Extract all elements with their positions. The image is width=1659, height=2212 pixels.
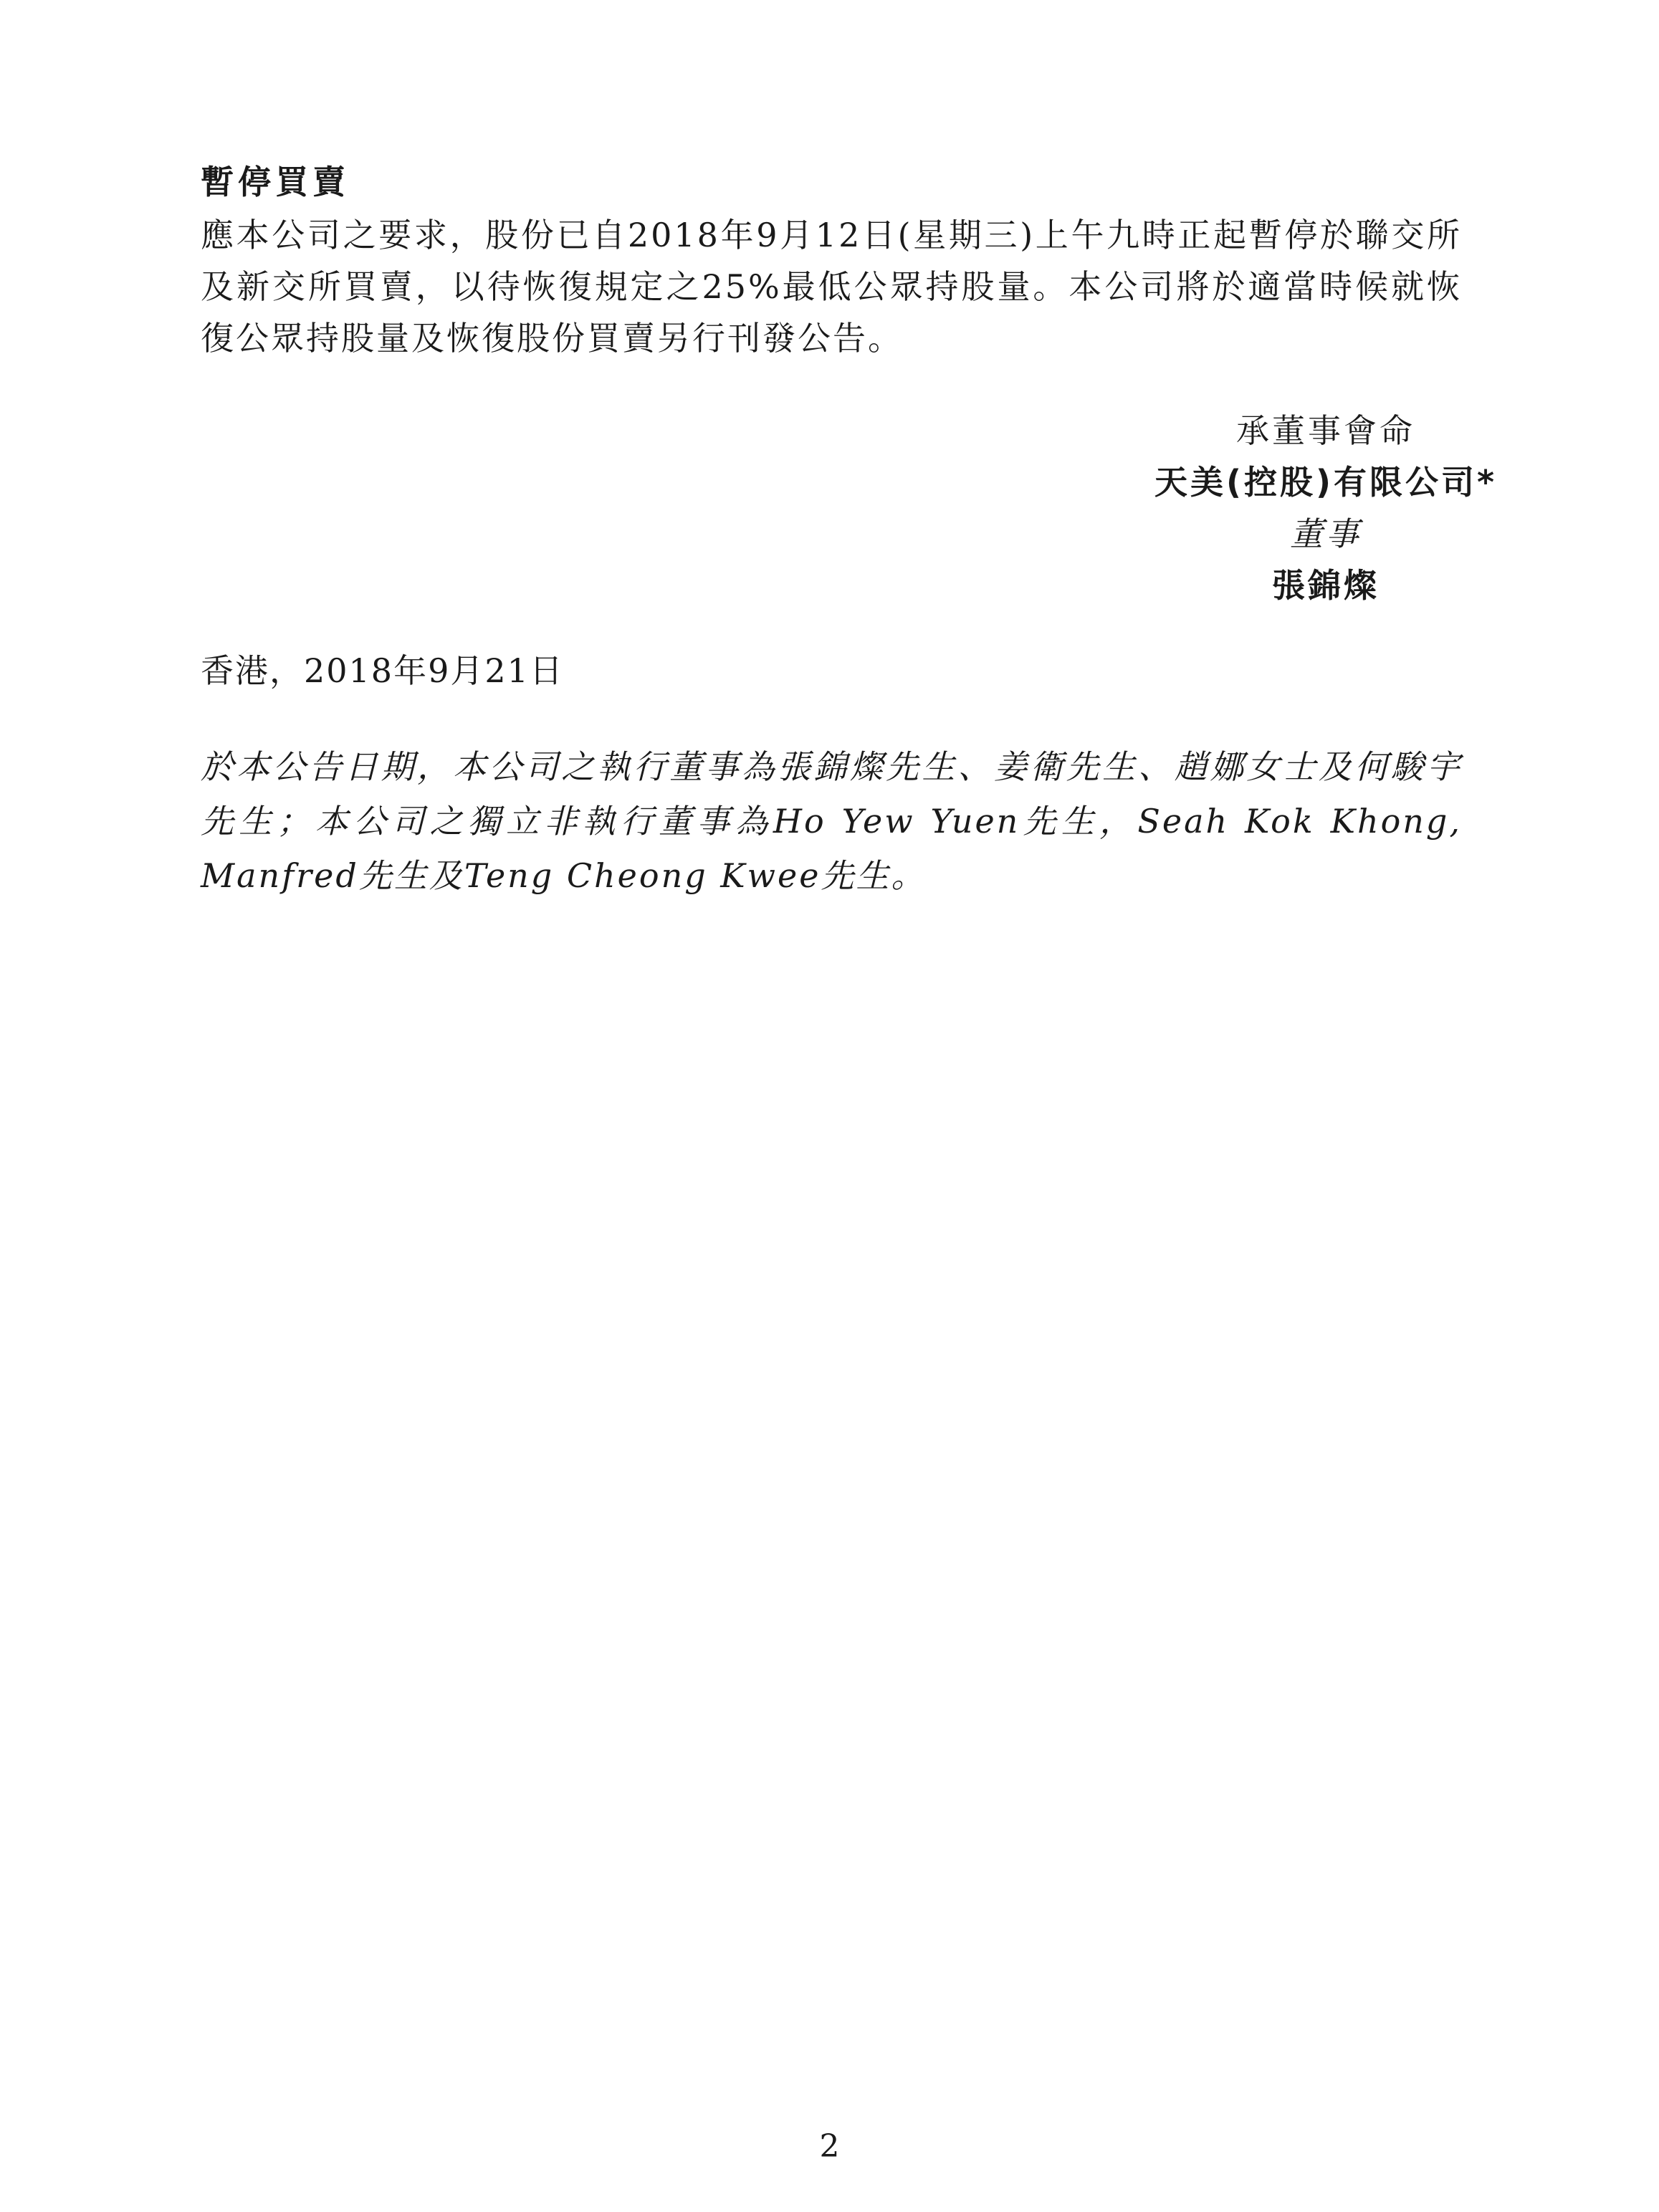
- directors-statement: 於本公告日期，本公司之執行董事為張錦燦先生、姜衛先生、趙娜女士及何駿宇先生；本公司之獨立非執行董事為Ho Yew Yuen先生，Seah Kok Khong, Manfred先生及Teng Cheong Kwee先生。: [201, 747, 1462, 895]
- signature-by-order: 承董事會命: [1236, 411, 1415, 450]
- page-number: 2: [819, 2128, 840, 2165]
- place-date: 香港，2018年9月21日: [201, 651, 564, 690]
- signature-title: 董事: [1290, 514, 1362, 553]
- signature-company: 天美(控股)有限公司*: [1154, 463, 1498, 502]
- section-heading: 暫停買賣: [201, 163, 350, 201]
- signature-name: 張錦燦: [1272, 566, 1380, 605]
- suspension-paragraph: 應本公司之要求，股份已自2018年9月12日(星期三)上午九時正起暫停於聯交所及新交所買賣，以待恢復規定之25%最低公眾持股量。本公司將於適當時候就恢復公眾持股量及恢復股份買賣另行刊發公告。: [201, 216, 1462, 358]
- signature-block: [1046, 405, 1605, 611]
